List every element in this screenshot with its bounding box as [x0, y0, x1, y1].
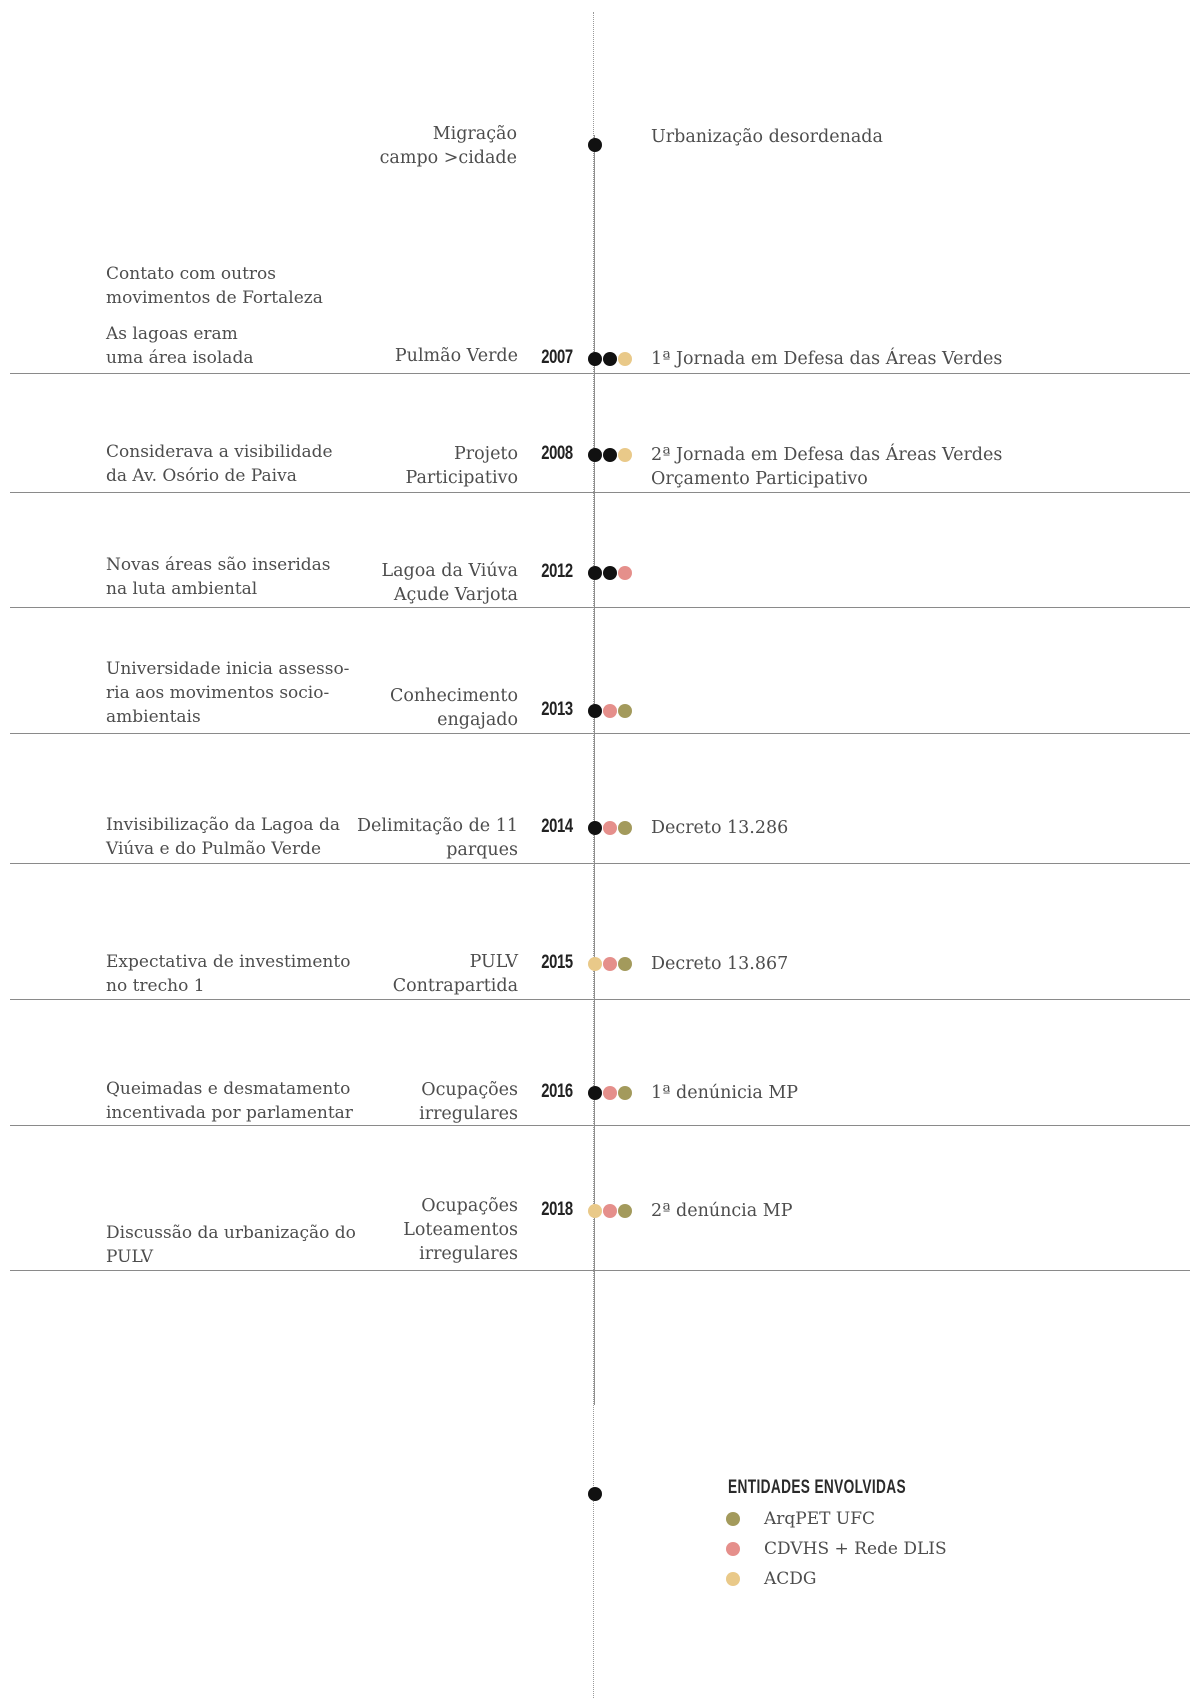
row-divider: [10, 863, 1190, 864]
entity-dot-acdg: [618, 448, 632, 462]
row-year: 2014: [541, 816, 573, 837]
legend-dot: [726, 1572, 740, 1586]
entity-dot-arqpet: [618, 821, 632, 835]
entity-dot-arqpet: [618, 704, 632, 718]
row-year: 2007: [541, 347, 573, 368]
entity-dot-cdvhs: [603, 1086, 617, 1100]
row-mid-text: Delimitação de 11 parques: [357, 816, 518, 860]
row-left-text: Novas áreas são inseridas na luta ambiental: [106, 555, 331, 599]
legend-label: ACDG: [764, 1568, 817, 1589]
entity-dot-cdvhs: [603, 1204, 617, 1218]
row-year: 2016: [541, 1081, 573, 1102]
top-right-text: Urbanização desordenada: [651, 127, 883, 147]
row-right-text: Decreto 13.286: [651, 818, 789, 838]
legend-dot: [726, 1512, 740, 1526]
row-left-text: Discussão da urbanização do PULV: [106, 1223, 356, 1267]
row-divider: [10, 733, 1190, 734]
row-divider: [10, 1125, 1190, 1126]
entity-dot-cdvhs: [603, 821, 617, 835]
row-right-text: Decreto 13.867: [651, 954, 789, 974]
entity-dot-black: [588, 566, 602, 580]
row-divider: [10, 607, 1190, 608]
legend-title: ENTIDADES ENVOLVIDAS: [728, 1477, 906, 1498]
legend-label: CDVHS + Rede DLIS: [764, 1538, 947, 1559]
row-mid-text: Pulmão Verde: [394, 346, 518, 366]
row-left-text: Universidade inicia assesso- ria aos movimentos socio- ambientais: [106, 659, 350, 727]
row-year: 2008: [541, 443, 573, 464]
entity-dot-black: [603, 448, 617, 462]
row-year: 2015: [541, 952, 573, 973]
row-year: 2012: [541, 561, 573, 582]
entity-dot-arqpet: [618, 957, 632, 971]
row-divider: [10, 373, 1190, 374]
row-mid-text: Ocupações irregulares: [419, 1080, 518, 1124]
top-dot: [588, 138, 602, 152]
row-mid-text: Projeto Participativo: [405, 444, 518, 488]
entity-dot-black: [603, 566, 617, 580]
entity-dot-acdg: [618, 352, 632, 366]
legend-item-cdvhs: [726, 1538, 947, 1560]
row-year: 2013: [541, 699, 573, 720]
legend-item-acdg: [726, 1568, 817, 1590]
row-left-text: Contato com outros movimentos de Fortaleza: [106, 264, 323, 308]
end-dot: [588, 1487, 602, 1501]
row-mid-text: Lagoa da Viúva Açude Varjota: [381, 561, 518, 605]
entity-dot-cdvhs: [603, 957, 617, 971]
row-left-text: Invisibilização da Lagoa da Viúva e do Pulmão Verde: [106, 815, 340, 859]
entity-dot-black: [588, 1086, 602, 1100]
row-left-text: Queimadas e desmatamento incentivada por parlamentar: [106, 1079, 353, 1123]
row-right-text: 1ª denúnicia MP: [651, 1083, 799, 1103]
entity-dot-acdg: [588, 1204, 602, 1218]
row-left-text: Considerava a visibilidade da Av. Osório de Paiva: [106, 442, 333, 486]
entity-dot-black: [588, 448, 602, 462]
row-right-text: 1ª Jornada em Defesa das Áreas Verdes: [651, 349, 1003, 369]
row-divider: [10, 999, 1190, 1000]
legend-dot: [726, 1542, 740, 1556]
row-right-text: 2ª Jornada em Defesa das Áreas Verdes Orçamento Participativo: [651, 445, 1003, 489]
entity-dot-cdvhs: [603, 704, 617, 718]
row-right-text: 2ª denúncia MP: [651, 1201, 793, 1221]
entity-dot-acdg: [588, 957, 602, 971]
row-mid-text: PULV Contrapartida: [392, 952, 518, 996]
legend-label: ArqPET UFC: [764, 1508, 876, 1529]
row-mid-text: Ocupações Loteamentos irregulares: [403, 1196, 518, 1264]
entity-dot-cdvhs: [618, 566, 632, 580]
entity-dot-black: [588, 821, 602, 835]
legend-item-arqpet: [726, 1508, 875, 1530]
row-left-text-secondary: As lagoas eram uma área isolada: [106, 324, 254, 368]
entity-dot-black: [588, 704, 602, 718]
entity-dot-black: [603, 352, 617, 366]
entity-dot-black: [588, 352, 602, 366]
top-mid-text: Migração campo >cidade: [379, 124, 517, 168]
row-mid-text: Conhecimento engajado: [389, 686, 518, 730]
row-left-text: Expectativa de investimento no trecho 1: [106, 952, 351, 996]
entity-dot-arqpet: [618, 1086, 632, 1100]
row-divider: [10, 1270, 1190, 1271]
row-year: 2018: [541, 1199, 573, 1220]
row-divider: [10, 492, 1190, 493]
entity-dot-arqpet: [618, 1204, 632, 1218]
